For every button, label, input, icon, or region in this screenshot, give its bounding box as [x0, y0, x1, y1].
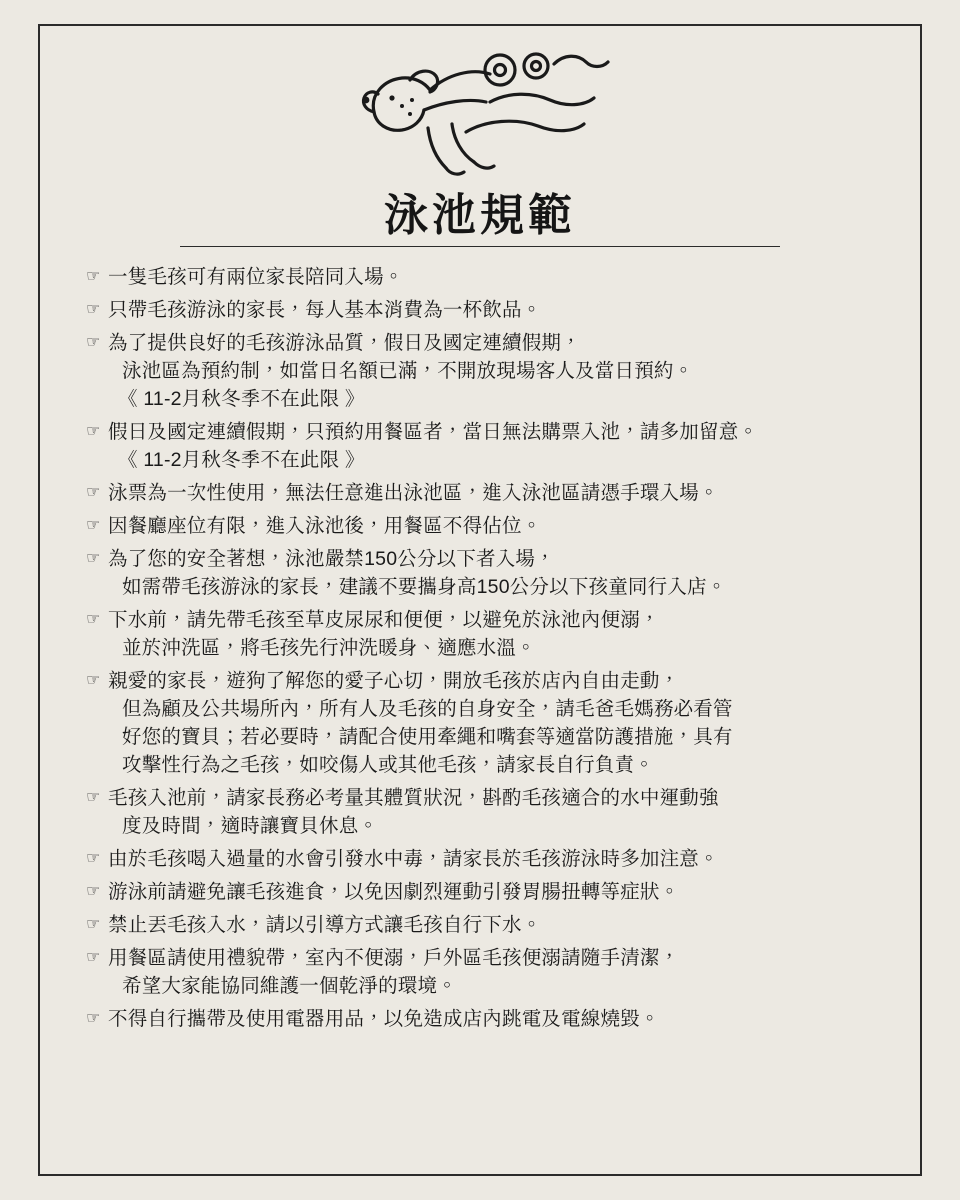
rule-text — [108, 606, 890, 662]
rule-item — [86, 329, 890, 413]
pointing-hand-icon: ☞ — [86, 611, 101, 629]
rule-line: 毛孩入池前，請家長務必考量其體質狀況，斟酌毛孩適合的水中運動強 — [108, 787, 719, 810]
page-title: 泳池規範 — [384, 190, 576, 241]
title-divider — [180, 246, 780, 247]
rule-line: 由於毛孩喝入過量的水會引發水中毒，請家長於毛孩游泳時多加注意。 — [108, 848, 719, 871]
rule-item — [86, 878, 890, 906]
rule-line: 不得自行攜帶及使用電器用品，以免造成店內跳電及電線燒毀。 — [108, 1008, 660, 1031]
rule-item — [86, 944, 890, 1000]
rule-text — [108, 263, 890, 291]
rule-text — [108, 944, 890, 1000]
rule-item — [86, 545, 890, 601]
rule-line: 只帶毛孩游泳的家長，每人基本消費為一杯飲品。 — [108, 299, 542, 322]
rule-line: 假日及國定連續假期，只預約用餐區者，當日無法購票入池，請多加留意。 — [108, 421, 759, 444]
rule-text — [108, 845, 890, 873]
rule-item — [86, 1005, 890, 1033]
rule-text — [108, 784, 890, 840]
pointing-hand-icon: ☞ — [86, 672, 101, 690]
rule-text — [108, 296, 890, 324]
rule-item — [86, 296, 890, 324]
rule-text — [108, 418, 890, 474]
pointing-hand-icon: ☞ — [86, 334, 101, 352]
pointing-hand-icon: ☞ — [86, 423, 101, 441]
rule-line: 《 11-2月秋冬季不在此限 》 — [118, 388, 365, 411]
rule-line: 用餐區請使用禮貌帶，室內不便溺，戶外區毛孩便溺請隨手清潔， — [108, 947, 680, 970]
running-dog-icon — [70, 40, 890, 190]
rule-text — [108, 667, 890, 779]
rule-line: 但為顧及公共場所內，所有人及毛孩的自身安全，請毛爸毛媽務必看管 — [122, 698, 733, 721]
rule-item — [86, 512, 890, 540]
rule-item — [86, 418, 890, 474]
rule-line: 好您的寶貝；若必要時，請配合使用牽繩和嘴套等適當防護措施，具有 — [122, 726, 733, 749]
rule-line: 游泳前請避免讓毛孩進食，以免因劇烈運動引發胃腸扭轉等症狀。 — [108, 881, 680, 904]
rule-text — [108, 1005, 890, 1033]
pointing-hand-icon: ☞ — [86, 789, 101, 807]
rule-text — [108, 911, 890, 939]
pointing-hand-icon: ☞ — [86, 949, 101, 967]
pointing-hand-icon: ☞ — [86, 517, 101, 535]
rule-line: 泳池區為預約制，如當日名額已滿，不開放現場客人及當日預約。 — [122, 360, 694, 383]
rule-line: 如需帶毛孩游泳的家長，建議不要攜身高150公分以下孩童同行入店。 — [122, 576, 727, 599]
rule-item — [86, 606, 890, 662]
rule-line: 攻擊性行為之毛孩，如咬傷人或其他毛孩，請家長自行負責。 — [122, 754, 654, 777]
rule-line: 下水前，請先帶毛孩至草皮尿尿和便便，以避免於泳池內便溺， — [108, 609, 660, 632]
page-title-block — [180, 192, 780, 246]
pointing-hand-icon: ☞ — [86, 301, 101, 319]
rule-text — [108, 479, 890, 507]
rule-line: 因餐廳座位有限，進入泳池後，用餐區不得佔位。 — [108, 515, 542, 538]
rule-line: 為了提供良好的毛孩游泳品質，假日及國定連續假期， — [108, 332, 581, 355]
pointing-hand-icon: ☞ — [86, 883, 101, 901]
rule-text — [108, 878, 890, 906]
rule-line: 一隻毛孩可有兩位家長陪同入場。 — [108, 266, 404, 289]
rules-list — [70, 263, 890, 1033]
rule-text — [108, 545, 890, 601]
pointing-hand-icon: ☞ — [86, 1010, 101, 1028]
rule-line: 《 11-2月秋冬季不在此限 》 — [118, 449, 365, 472]
rule-line: 禁止丟毛孩入水，請以引導方式讓毛孩自行下水。 — [108, 914, 542, 937]
pointing-hand-icon: ☞ — [86, 268, 101, 286]
rule-item — [86, 845, 890, 873]
rule-item — [86, 667, 890, 779]
pointing-hand-icon: ☞ — [86, 850, 101, 868]
rule-line: 希望大家能協同維護一個乾淨的環境。 — [122, 975, 457, 998]
rule-line: 親愛的家長，遊狗了解您的愛子心切，開放毛孩於店內自由走動， — [108, 670, 680, 693]
rule-item — [86, 784, 890, 840]
pointing-hand-icon: ☞ — [86, 916, 101, 934]
rule-text — [108, 512, 890, 540]
rule-line: 為了您的安全著想，泳池嚴禁150公分以下者入場， — [108, 548, 555, 571]
rule-item — [86, 263, 890, 291]
rule-line: 泳票為一次性使用，無法任意進出泳池區，進入泳池區請憑手環入場。 — [108, 482, 719, 505]
rule-text — [108, 329, 890, 413]
rule-line: 度及時間，適時讓寶貝休息。 — [122, 815, 379, 838]
rule-item — [86, 479, 890, 507]
rule-line: 並於沖洗區，將毛孩先行沖洗暖身、適應水溫。 — [122, 637, 536, 660]
pointing-hand-icon: ☞ — [86, 484, 101, 502]
pointing-hand-icon: ☞ — [86, 550, 101, 568]
rule-item — [86, 911, 890, 939]
